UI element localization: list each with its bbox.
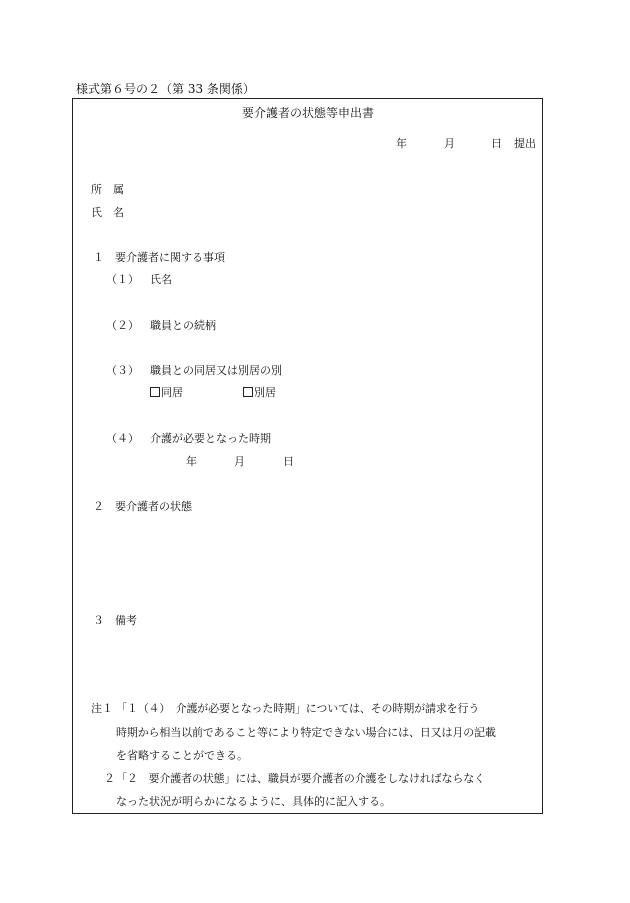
item1-label: 氏名: [150, 273, 172, 286]
item4-label: 介護が必要となった時期: [150, 432, 271, 445]
form-number: 様式第６号の２（第 33 条関係）: [76, 82, 255, 96]
option-cohabit[interactable]: [150, 384, 183, 400]
item4-day[interactable]: 日: [283, 455, 294, 468]
item3-label: 職員との同居又は別居の別: [150, 364, 282, 377]
submission-month[interactable]: 月: [444, 137, 455, 150]
separate-checkbox[interactable]: [243, 387, 253, 397]
name-label: 氏 名: [91, 206, 124, 219]
item2-field[interactable]: [150, 332, 520, 354]
cohabit-checkbox[interactable]: [150, 387, 160, 397]
name-field[interactable]: [130, 201, 520, 219]
affiliation-field[interactable]: [130, 178, 520, 196]
item4-year[interactable]: 年: [186, 455, 197, 468]
section2-heading: ２ 要介護者の状態: [93, 500, 192, 513]
item2-number: （２）: [106, 319, 139, 332]
section3-field[interactable]: [110, 632, 520, 682]
note1-label: 注１: [91, 702, 113, 715]
note1-line1: 「１（４） 介護が必要となった時期」については、その時期が請求を行う: [116, 702, 480, 715]
item2-label: 職員との続柄: [150, 319, 216, 332]
cohabit-label: 同居: [161, 386, 183, 399]
note2-label: ２: [104, 772, 115, 785]
note1-line2: 時期から相当以前であること等により特定できない場合には、日又は月の記載: [116, 726, 496, 739]
submission-day[interactable]: 日: [491, 137, 502, 150]
section2-field[interactable]: [110, 518, 520, 598]
section3-heading: ３ 備考: [93, 614, 137, 627]
item3-number: （３）: [106, 364, 139, 377]
section1-heading: １ 要介護者に関する事項: [93, 251, 225, 264]
separate-label: 別居: [254, 386, 276, 399]
note2-line2: なった状況が明らかになるように、具体的に記入する。: [116, 795, 391, 808]
item1-field[interactable]: [150, 286, 520, 308]
option-separate[interactable]: [243, 384, 276, 400]
form-title: 要介護者の状態等申出書: [242, 106, 375, 120]
note1-line3: を省略することができる。: [116, 749, 248, 762]
affiliation-label: 所 属: [91, 183, 124, 196]
note2-line1: 「２ 要介護者の状態」には、職員が要介護者の介護をしなければならなく: [116, 772, 485, 785]
item4-number: （４）: [106, 432, 139, 445]
submission-label: 提出: [514, 137, 536, 150]
submission-year[interactable]: 年: [396, 137, 407, 150]
item4-month[interactable]: 月: [234, 455, 245, 468]
item1-number: （１）: [106, 273, 139, 286]
